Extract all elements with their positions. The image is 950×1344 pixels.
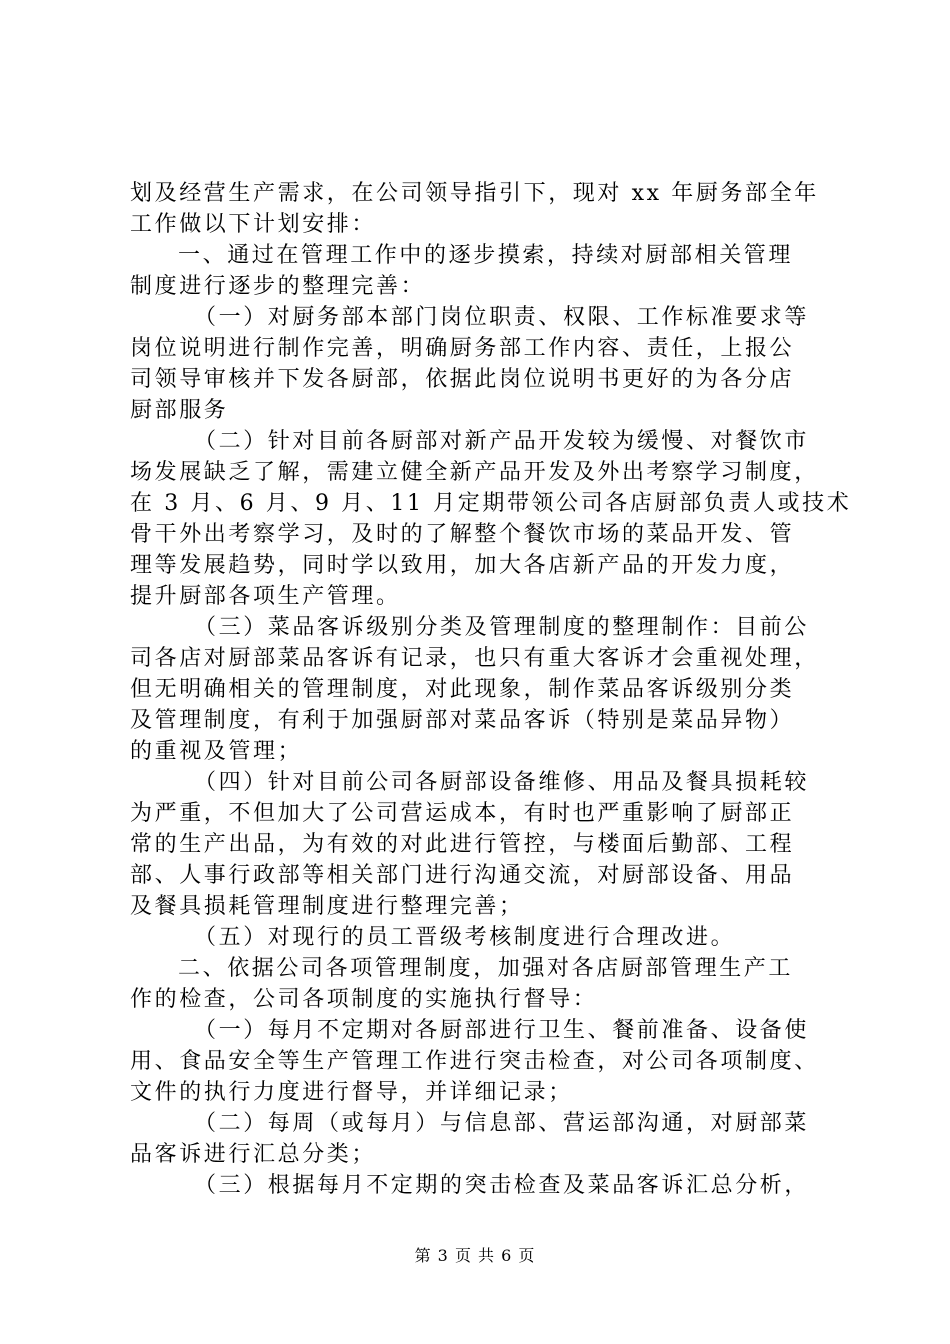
text-line: 作的检查，公司各项制度的实施执行督导： bbox=[130, 987, 598, 1012]
text-line: 的重视及管理； bbox=[130, 739, 303, 764]
text-line: 工作做以下计划安排： bbox=[130, 212, 377, 237]
text-line: 为严重，不但加大了公司营运成本，有时也严重影响了厨部正 bbox=[130, 801, 795, 826]
text-line: 骨干外出考察学习，及时的了解整个餐饮市场的菜品开发、管 bbox=[130, 522, 795, 547]
text-line: （一）每月不定期对各厨部进行卫生、餐前准备、设备使 bbox=[194, 1018, 810, 1043]
text-line: 品客诉进行汇总分类； bbox=[130, 1142, 377, 1167]
text-line: 常的生产出品，为有效的对此进行管控，与楼面后勤部、工程 bbox=[130, 832, 795, 857]
text-line: 及管理制度，有利于加强厨部对菜品客诉（特别是菜品异物） bbox=[130, 708, 795, 733]
text-line: 部、人事行政部等相关部门进行沟通交流，对厨部设备、用品 bbox=[130, 863, 795, 888]
text-line: （三）根据每月不定期的突击检查及菜品客诉汇总分析， bbox=[194, 1173, 810, 1198]
text-line: 文件的执行力度进行督导，并详细记录； bbox=[130, 1080, 573, 1105]
text-line: （二）每周（或每月）与信息部、营运部沟通，对厨部菜 bbox=[194, 1111, 810, 1136]
text-line: （四）针对目前公司各厨部设备维修、用品及餐具损耗较 bbox=[194, 770, 810, 795]
text-line: 二、依据公司各项管理制度，加强对各店厨部管理生产工 bbox=[178, 956, 794, 981]
text-line: 司各店对厨部菜品客诉有记录，也只有重大客诉才会重视处理， bbox=[130, 646, 819, 671]
text-line: 司领导审核并下发各厨部，依据此岗位说明书更好的为各分店 bbox=[130, 367, 795, 392]
text-line: 场发展缺乏了解，需建立健全新产品开发及外出考察学习制度， bbox=[130, 460, 819, 485]
text-line: 划及经营生产需求，在公司领导指引下，现对 xx 年厨务部全年 bbox=[130, 181, 819, 206]
text-line: 及餐具损耗管理制度进行整理完善； bbox=[130, 894, 524, 919]
text-line: （三）菜品客诉级别分类及管理制度的整理制作：目前公 bbox=[194, 615, 810, 640]
text-line: （五）对现行的员工晋级考核制度进行合理改进。 bbox=[194, 925, 736, 950]
text-line: 在 3 月、6 月、9 月、11 月定期带领公司各店厨部负责人或技术 bbox=[130, 491, 852, 516]
text-line: 厨部服务 bbox=[130, 398, 229, 423]
text-line: （二）针对目前各厨部对新产品开发较为缓慢、对餐饮市 bbox=[194, 429, 810, 454]
text-line: 但无明确相关的管理制度，对此现象，制作菜品客诉级别分类 bbox=[130, 677, 795, 702]
document-body bbox=[130, 178, 852, 1201]
text-line: 一、通过在管理工作中的逐步摸索，持续对厨部相关管理 bbox=[178, 243, 794, 268]
text-line: （一）对厨务部本部门岗位职责、权限、工作标准要求等 bbox=[194, 305, 810, 330]
text-line: 提升厨部各项生产管理。 bbox=[130, 584, 401, 609]
page-number-footer: 第 3 页 共 6 页 bbox=[414, 1246, 536, 1265]
text-line: 用、食品安全等生产管理工作进行突击检查，对公司各项制度、 bbox=[130, 1049, 819, 1074]
text-line: 岗位说明进行制作完善，明确厨务部工作内容、责任，上报公 bbox=[130, 336, 795, 361]
text-line: 制度进行逐步的整理完善： bbox=[130, 274, 426, 299]
text-line: 理等发展趋势，同时学以致用，加大各店新产品的开发力度， bbox=[130, 553, 795, 578]
